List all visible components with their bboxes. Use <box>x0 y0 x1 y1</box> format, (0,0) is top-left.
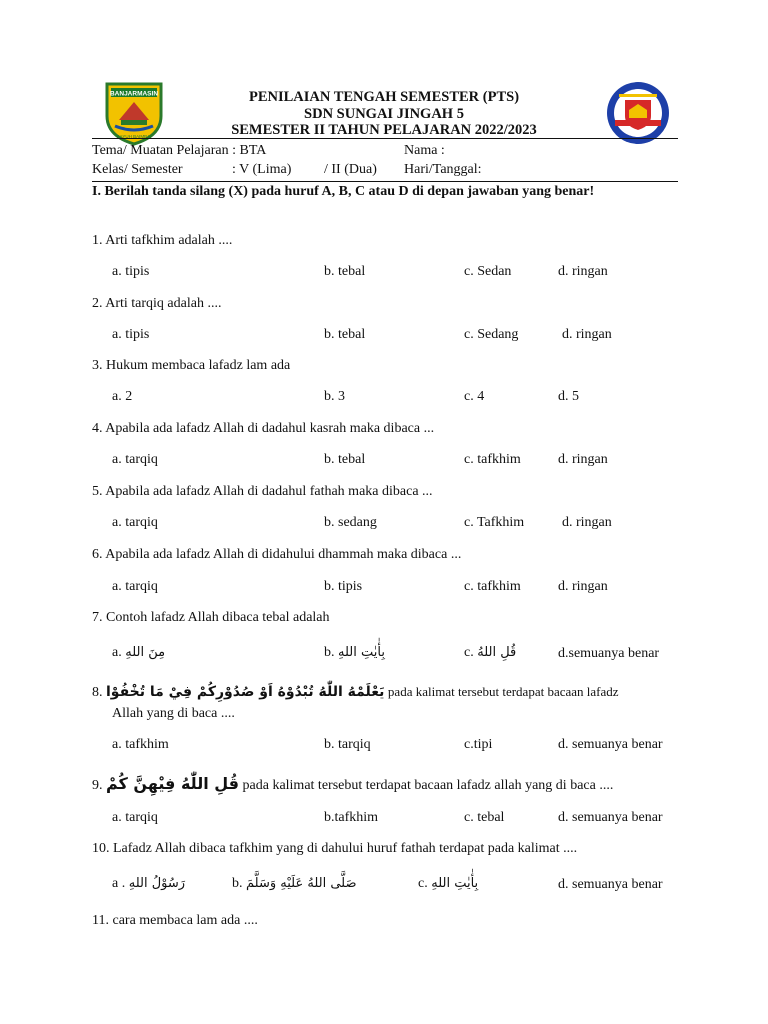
q10-option-c-arabic: بِأٰيٰتِ اللهِ <box>431 876 479 891</box>
q8-number: 8. <box>92 685 103 700</box>
q10-option-c-label: c. <box>418 876 428 891</box>
q5-option-d[interactable]: d. ringan <box>562 515 612 530</box>
tema-label: Tema/ Muatan Pelajaran : BTA <box>92 143 267 158</box>
header-line-3: SEMESTER II TAHUN PELAJARAN 2022/2023 <box>231 122 537 138</box>
question-4: 4. Apabila ada lafadz Allah di dadahul kasrah maka dibaca ... <box>92 421 435 436</box>
q4-option-a[interactable]: a. tarqiq <box>112 452 158 467</box>
q1-option-d[interactable]: d. ringan <box>558 264 608 279</box>
q7-option-a-arabic: مِنَ اللهِ <box>125 645 166 660</box>
svg-text:KAYUH BAIMBAI: KAYUH BAIMBAI <box>116 134 152 139</box>
kelas-value: : V (Lima) <box>232 162 292 177</box>
q7-option-b-arabic: بِأٰيٰتِ اللهِ <box>338 645 385 660</box>
q7-option-a-label: a. <box>112 645 122 660</box>
question-1: 1. Arti tafkhim adalah .... <box>92 233 233 248</box>
q5-option-b[interactable]: b. sedang <box>324 515 377 530</box>
q8-text: pada kalimat tersebut terdapat bacaan lafadz <box>387 684 619 699</box>
kelas-label: Kelas/ Semester <box>92 162 183 177</box>
q2-option-d[interactable]: d. ringan <box>562 327 612 342</box>
q8-option-d[interactable]: d. semuanya benar <box>558 737 663 752</box>
header-line-1: PENILAIAN TENGAH SEMESTER (PTS) <box>248 89 520 105</box>
q5-option-c[interactable]: c. Tafkhim <box>464 515 525 530</box>
q7-option-b[interactable] <box>324 645 385 661</box>
q2-option-a[interactable]: a. tipis <box>112 327 150 342</box>
q4-option-b[interactable]: b. tebal <box>324 452 366 467</box>
q9-option-b[interactable]: b.tafkhim <box>324 810 379 825</box>
q8-option-a[interactable]: a. tafkhim <box>112 737 169 752</box>
q4-option-d[interactable]: d. ringan <box>558 452 608 467</box>
question-6: 6. Apabila ada lafadz Allah di didahului dhammah maka dibaca ... <box>92 547 462 562</box>
q3-option-a[interactable]: a. 2 <box>112 389 133 404</box>
q7-option-b-label: b. <box>324 645 335 660</box>
instruction: I. Berilah tanda silang (X) pada huruf A, B, C atau D di depan jawaban yang benar! <box>92 184 595 199</box>
q9-number: 9. <box>92 778 103 793</box>
q6-option-d[interactable]: d. ringan <box>558 579 608 594</box>
question-11: 11. cara membaca lam ada .... <box>92 913 258 928</box>
q10-option-b-label: b. <box>232 876 243 891</box>
q7-option-d[interactable]: d.semuanya benar <box>558 646 660 661</box>
q4-option-c[interactable]: c. tafkhim <box>464 452 521 467</box>
question-8 <box>92 684 678 701</box>
q2-option-b[interactable]: b. tebal <box>324 327 366 342</box>
q3-option-b[interactable]: b. 3 <box>324 389 345 404</box>
q1-option-a[interactable]: a. tipis <box>112 264 150 279</box>
q9-arabic: قُلِ اللّٰهُ فِيْهِنَّ كُمْ <box>106 774 240 793</box>
divider-top <box>92 138 678 139</box>
question-10: 10. Lafadz Allah dibaca tafkhim yang di dahului huruf fathah terdapat pada kalimat .... <box>92 841 578 856</box>
nama-label: Nama : <box>404 143 445 158</box>
q10-option-b[interactable] <box>232 876 357 892</box>
q6-option-b[interactable]: b. tipis <box>324 579 363 594</box>
q7-option-c-label: c. <box>464 645 474 660</box>
q8-option-c[interactable]: c.tipi <box>464 737 493 752</box>
q6-option-c[interactable]: c. tafkhim <box>464 579 521 594</box>
divider-bottom <box>92 181 678 182</box>
q9-text: pada kalimat tersebut terdapat bacaan lafadz allah yang di baca .... <box>242 778 614 793</box>
q9-option-a[interactable]: a. tarqiq <box>112 810 158 825</box>
question-9 <box>92 774 678 794</box>
q7-option-c-arabic: قُلِ اللهُ <box>477 645 517 660</box>
q8-option-b[interactable]: b. tarqiq <box>324 737 371 752</box>
q10-option-a-label: a . <box>112 876 126 891</box>
q10-option-a-arabic: رَسُوْلُ اللهِ <box>128 876 186 891</box>
question-8-line-2: Allah yang di baca .... <box>112 706 235 721</box>
q3-option-c[interactable]: c. 4 <box>464 389 485 404</box>
q10-option-c[interactable] <box>418 876 478 892</box>
question-3: 3. Hukum membaca lafadz lam ada <box>92 358 291 373</box>
q7-option-a[interactable] <box>112 645 165 661</box>
q10-option-b-arabic: صَلَّى اللهُ عَلَيْهِ وَسَلَّمَ <box>246 876 357 891</box>
header-line-2: SDN SUNGAI JINGAH 5 <box>304 106 464 122</box>
q3-option-d[interactable]: d. 5 <box>558 389 579 404</box>
q1-option-b[interactable]: b. tebal <box>324 264 366 279</box>
question-2: 2. Arti tarqiq adalah .... <box>92 296 222 311</box>
question-7: 7. Contoh lafadz Allah dibaca tebal adalah <box>92 610 330 625</box>
q8-arabic: يَعْلَمْهُ اللّٰهُ تُبْدُوْهُ اَوْ صُدُوْرِكُمْ فِيْ مَا تُخْفُوْا <box>106 684 385 700</box>
q10-option-a[interactable] <box>112 876 185 892</box>
question-5: 5. Apabila ada lafadz Allah di dadahul fathah maka dibaca ... <box>92 484 433 499</box>
q5-option-a[interactable]: a. tarqiq <box>112 515 158 530</box>
hari-label: Hari/Tanggal: <box>404 162 482 177</box>
q9-option-d[interactable]: d. semuanya benar <box>558 810 663 825</box>
q9-option-c[interactable]: c. tebal <box>464 810 505 825</box>
q7-option-c[interactable] <box>464 645 516 661</box>
q10-option-d[interactable]: d. semuanya benar <box>558 877 663 892</box>
svg-text:BANJARMASIN: BANJARMASIN <box>109 90 159 98</box>
q6-option-a[interactable]: a. tarqiq <box>112 579 158 594</box>
q1-option-c[interactable]: c. Sedan <box>464 264 512 279</box>
semester-value: / II (Dua) <box>324 162 377 177</box>
q2-option-c[interactable]: c. Sedang <box>464 327 519 342</box>
